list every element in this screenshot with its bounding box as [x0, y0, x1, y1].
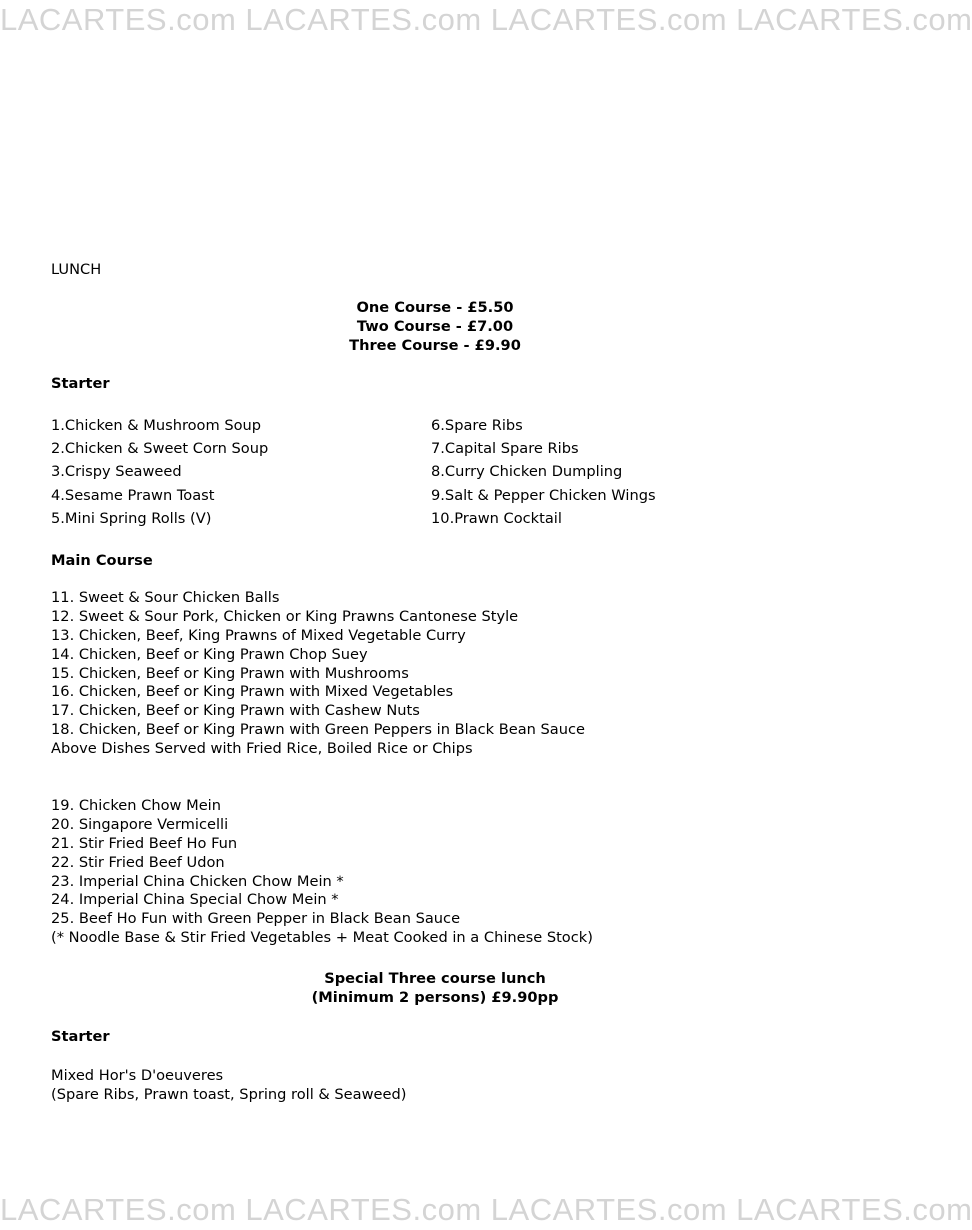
main-course-heading: Main Course: [51, 552, 153, 569]
main-course-list-1: [51, 589, 585, 759]
list-item: 5.Mini Spring Rolls (V): [51, 509, 212, 527]
special-subtitle: (Minimum 2 persons) £9.90pp: [311, 989, 559, 1006]
list-item: 8.Curry Chicken Dumpling: [431, 463, 623, 481]
starter-list-right: [431, 414, 656, 530]
price-one-course: One Course - £5.50: [356, 299, 514, 316]
main-course-list-2: [51, 797, 593, 948]
list-item: 16. Chicken, Beef or King Prawn with Mixed Vegetables: [51, 683, 454, 701]
list-item: 22. Stir Fried Beef Udon: [51, 853, 225, 871]
special-title: Special Three course lunch: [324, 970, 546, 987]
list-item: 1.Chicken & Mushroom Soup: [51, 417, 262, 434]
watermark-bottom: LACARTES.com LACARTES.com LACARTES.com LACARTES.com: [0, 1192, 972, 1227]
list-item: 12. Sweet & Sour Pork, Chicken or King Prawns Cantonese Style: [51, 607, 519, 625]
price-three-course: Three Course - £9.90: [349, 337, 521, 354]
special-starter-note: (Spare Ribs, Prawn toast, Spring roll & Seaweed): [51, 1086, 407, 1103]
list-item: 15. Chicken, Beef or King Prawn with Mushrooms: [51, 664, 409, 682]
watermark-top: LACARTES.com LACARTES.com LACARTES.com LACARTES.com: [0, 2, 972, 37]
footnote: (* Noodle Base & Stir Fried Vegetables + Meat Cooked in a Chinese Stock): [51, 929, 593, 947]
list-item: 9.Salt & Pepper Chicken Wings: [431, 486, 656, 504]
list-item: 20. Singapore Vermicelli: [51, 815, 229, 833]
serving-note: Above Dishes Served with Fried Rice, Boiled Rice or Chips: [51, 740, 473, 758]
starter-heading: Starter: [51, 375, 110, 392]
special-starter-item: Mixed Hor's D'oeuveres: [51, 1067, 224, 1084]
list-item: 6.Spare Ribs: [431, 417, 523, 434]
list-item: 13. Chicken, Beef, King Prawns of Mixed Vegetable Curry: [51, 626, 466, 644]
list-item: 4.Sesame Prawn Toast: [51, 486, 215, 504]
list-item: 23. Imperial China Chicken Chow Mein *: [51, 872, 344, 890]
list-item: 2.Chicken & Sweet Corn Soup: [51, 440, 269, 458]
list-item: 18. Chicken, Beef or King Prawn with Green Peppers in Black Bean Sauce: [51, 721, 585, 739]
list-item: 14. Chicken, Beef or King Prawn Chop Suey: [51, 645, 368, 663]
price-two-course: Two Course - £7.00: [356, 318, 514, 335]
section-label: LUNCH: [51, 261, 102, 278]
starter-list-left: [51, 414, 268, 530]
list-item: 25. Beef Ho Fun with Green Pepper in Black Bean Sauce: [51, 910, 461, 928]
list-item: 24. Imperial China Special Chow Mein *: [51, 891, 339, 909]
list-item: 10.Prawn Cocktail: [431, 509, 562, 527]
special-starter-heading: Starter: [51, 1028, 110, 1045]
list-item: 19. Chicken Chow Mein: [51, 797, 221, 814]
list-item: 21. Stir Fried Beef Ho Fun: [51, 834, 238, 852]
list-item: 7.Capital Spare Ribs: [431, 440, 579, 458]
list-item: 3.Crispy Seaweed: [51, 463, 182, 481]
list-item: 11. Sweet & Sour Chicken Balls: [51, 589, 280, 606]
list-item: 17. Chicken, Beef or King Prawn with Cashew Nuts: [51, 702, 420, 720]
